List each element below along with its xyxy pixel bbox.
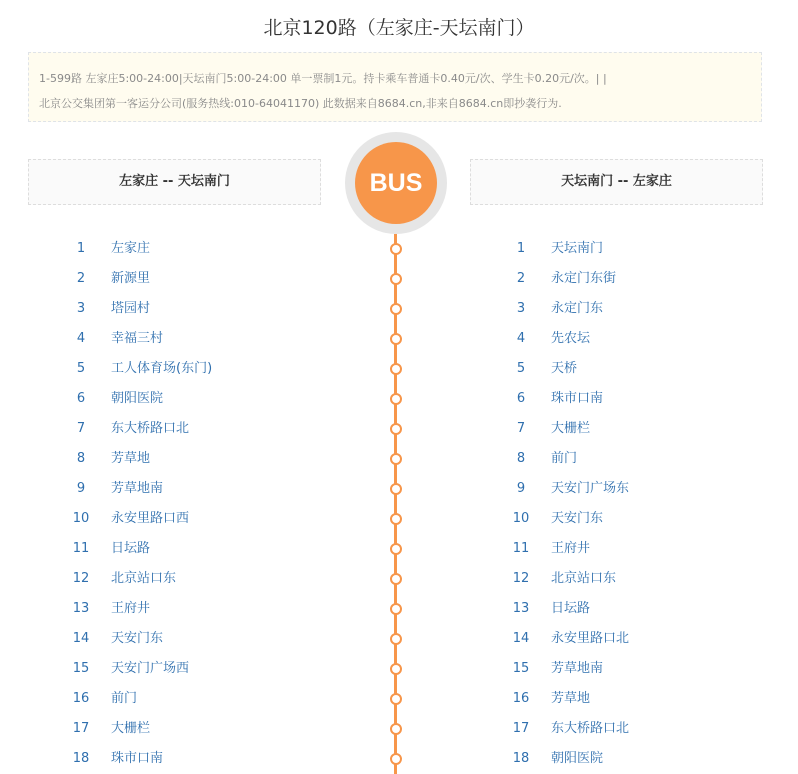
stop-name-link[interactable]: 幸福三村 (111, 331, 164, 346)
stop-marker-dot (390, 723, 402, 735)
stop-number: 18 (72, 751, 90, 766)
stop-row (500, 594, 629, 624)
stop-number: 5 (76, 361, 86, 376)
stop-row (60, 714, 212, 744)
stop-name-link[interactable]: 塔园村 (111, 301, 151, 316)
stop-row (60, 264, 212, 294)
direction-header-outbound[interactable]: 左家庄 -- 天坛南门 (28, 159, 321, 205)
stop-number: 15 (72, 661, 90, 676)
stop-number: 6 (516, 391, 526, 406)
stop-number: 11 (512, 541, 530, 556)
stop-marker-dot (390, 273, 402, 285)
stop-number: 4 (516, 331, 526, 346)
stop-name-link[interactable]: 前门 (111, 691, 138, 706)
stop-name-link[interactable]: 芳草地 (551, 691, 591, 706)
stop-row (500, 654, 629, 684)
stop-name-link[interactable]: 永定门东 (551, 301, 604, 316)
stop-name-link[interactable]: 大栅栏 (551, 421, 591, 436)
stop-marker-dot (390, 423, 402, 435)
stop-marker-dot (390, 573, 402, 585)
stop-marker-dot (390, 753, 402, 765)
stop-marker-dot (390, 393, 402, 405)
stop-marker-dot (390, 543, 402, 555)
stop-number: 13 (72, 601, 90, 616)
stop-row (500, 294, 629, 324)
stop-number: 12 (512, 571, 530, 586)
stop-name-link[interactable]: 左家庄 (111, 241, 151, 256)
stop-marker-dot (390, 663, 402, 675)
stop-name-link[interactable]: 东大桥路口北 (551, 721, 630, 736)
stop-name-link[interactable]: 芳草地南 (111, 481, 164, 496)
stop-number: 10 (72, 511, 90, 526)
stop-row (500, 534, 629, 564)
bus-icon: BUS (355, 142, 437, 224)
stop-name-link[interactable]: 朝阳医院 (111, 391, 164, 406)
stop-name-link[interactable]: 日坛路 (111, 541, 151, 556)
bus-badge (345, 132, 447, 234)
stop-name-link[interactable]: 天安门广场西 (111, 661, 190, 676)
stop-list-outbound (60, 234, 212, 774)
stop-number: 10 (512, 511, 530, 526)
stop-marker-dot (390, 603, 402, 615)
stop-number: 9 (76, 481, 86, 496)
stop-row (500, 744, 629, 774)
stop-marker-dot (390, 693, 402, 705)
stop-number: 3 (76, 301, 86, 316)
stop-name-link[interactable]: 永安里路口西 (111, 511, 190, 526)
stop-row (60, 234, 212, 264)
stop-row (60, 534, 212, 564)
stop-name-link[interactable]: 永定门东街 (551, 271, 617, 286)
stop-row (60, 624, 212, 654)
stop-row (500, 624, 629, 654)
stop-number: 12 (72, 571, 90, 586)
stop-row (500, 234, 629, 264)
stop-name-link[interactable]: 大栅栏 (111, 721, 151, 736)
stop-name-link[interactable]: 天坛南门 (551, 241, 604, 256)
stop-number: 17 (72, 721, 90, 736)
stop-row (500, 474, 629, 504)
route-notice (28, 52, 762, 122)
stop-number: 5 (516, 361, 526, 376)
stop-row (60, 444, 212, 474)
stop-row (500, 564, 629, 594)
stop-marker-dot (390, 363, 402, 375)
stop-row (60, 504, 212, 534)
stop-row (60, 474, 212, 504)
stop-number: 18 (512, 751, 530, 766)
stop-name-link[interactable]: 前门 (551, 451, 578, 466)
stop-number: 14 (72, 631, 90, 646)
stop-row (60, 594, 212, 624)
stop-marker-dot (390, 243, 402, 255)
stop-row (500, 384, 629, 414)
stop-marker-dot (390, 453, 402, 465)
stop-name-link[interactable]: 工人体育场(东门) (111, 361, 213, 376)
stop-row (60, 564, 212, 594)
stop-row (500, 264, 629, 294)
stop-name-link[interactable]: 天桥 (551, 361, 578, 376)
stop-number: 16 (512, 691, 530, 706)
stop-row (500, 324, 629, 354)
stop-number: 16 (72, 691, 90, 706)
stop-number: 9 (516, 481, 526, 496)
page-title: 北京120路（左家庄-天坛南门） (263, 17, 535, 39)
stop-row (60, 684, 212, 714)
stop-row (60, 654, 212, 684)
stop-number: 2 (516, 271, 526, 286)
stop-row (500, 714, 629, 744)
stop-number: 8 (516, 451, 526, 466)
stop-number: 1 (516, 241, 526, 256)
stop-number: 13 (512, 601, 530, 616)
stop-name-link[interactable]: 东大桥路口北 (111, 421, 190, 436)
stop-name-link[interactable]: 北京站口东 (111, 571, 177, 586)
stop-number: 17 (512, 721, 530, 736)
stop-row (500, 354, 629, 384)
stop-name-link[interactable]: 王府井 (111, 601, 151, 616)
stop-name-link[interactable]: 日坛路 (551, 601, 591, 616)
stop-row (500, 414, 629, 444)
stop-name-link[interactable]: 王府井 (551, 541, 591, 556)
stop-number: 6 (76, 391, 86, 406)
stop-number: 2 (76, 271, 86, 286)
stop-name-link[interactable]: 天安门广场东 (551, 481, 630, 496)
stop-row (60, 294, 212, 324)
stop-name-link[interactable]: 朝阳医院 (551, 751, 604, 766)
stop-marker-dot (390, 513, 402, 525)
stop-row (60, 414, 212, 444)
stop-number: 15 (512, 661, 530, 676)
stop-number: 11 (72, 541, 90, 556)
stop-marker-dot (390, 633, 402, 645)
stop-name-link[interactable]: 芳草地 (111, 451, 151, 466)
stop-row (60, 744, 212, 774)
stop-list-inbound (500, 234, 629, 774)
stop-name-link[interactable]: 先农坛 (551, 331, 591, 346)
stop-row (500, 504, 629, 534)
stop-name-link[interactable]: 永安里路口北 (551, 631, 630, 646)
stop-name-link[interactable]: 新源里 (111, 271, 151, 286)
stop-name-link[interactable]: 芳草地南 (551, 661, 604, 676)
stop-name-link[interactable]: 天安门东 (111, 631, 164, 646)
stop-name-link[interactable]: 珠市口南 (551, 391, 604, 406)
stop-row (60, 384, 212, 414)
stop-row (60, 354, 212, 384)
stop-marker-dot (390, 483, 402, 495)
stop-row (500, 684, 629, 714)
stop-number: 8 (76, 451, 86, 466)
stop-row (60, 324, 212, 354)
notice-operator-info: 北京公交集团第一客运分公司(服务热线:010-64041170) 此数据来自8684.cn,非来自8684.cn即抄袭行为. (39, 97, 562, 110)
stop-name-link[interactable]: 珠市口南 (111, 751, 164, 766)
stop-number: 14 (512, 631, 530, 646)
stop-row (500, 444, 629, 474)
stop-number: 4 (76, 331, 86, 346)
stop-number: 7 (76, 421, 86, 436)
direction-header-inbound[interactable]: 天坛南门 -- 左家庄 (470, 159, 763, 205)
stop-number: 3 (516, 301, 526, 316)
stop-marker-dot (390, 303, 402, 315)
stop-name-link[interactable]: 天安门东 (551, 511, 604, 526)
stop-number: 7 (516, 421, 526, 436)
notice-fare-info: 1-599路 左家庄5:00-24:00|天坛南门5:00-24:00 单一票制1元。持卡乘车普通卡0.40元/次、学生卡0.20元/次。| | (39, 72, 607, 85)
stop-name-link[interactable]: 北京站口东 (551, 571, 617, 586)
stop-marker-dot (390, 333, 402, 345)
stop-number: 1 (76, 241, 86, 256)
